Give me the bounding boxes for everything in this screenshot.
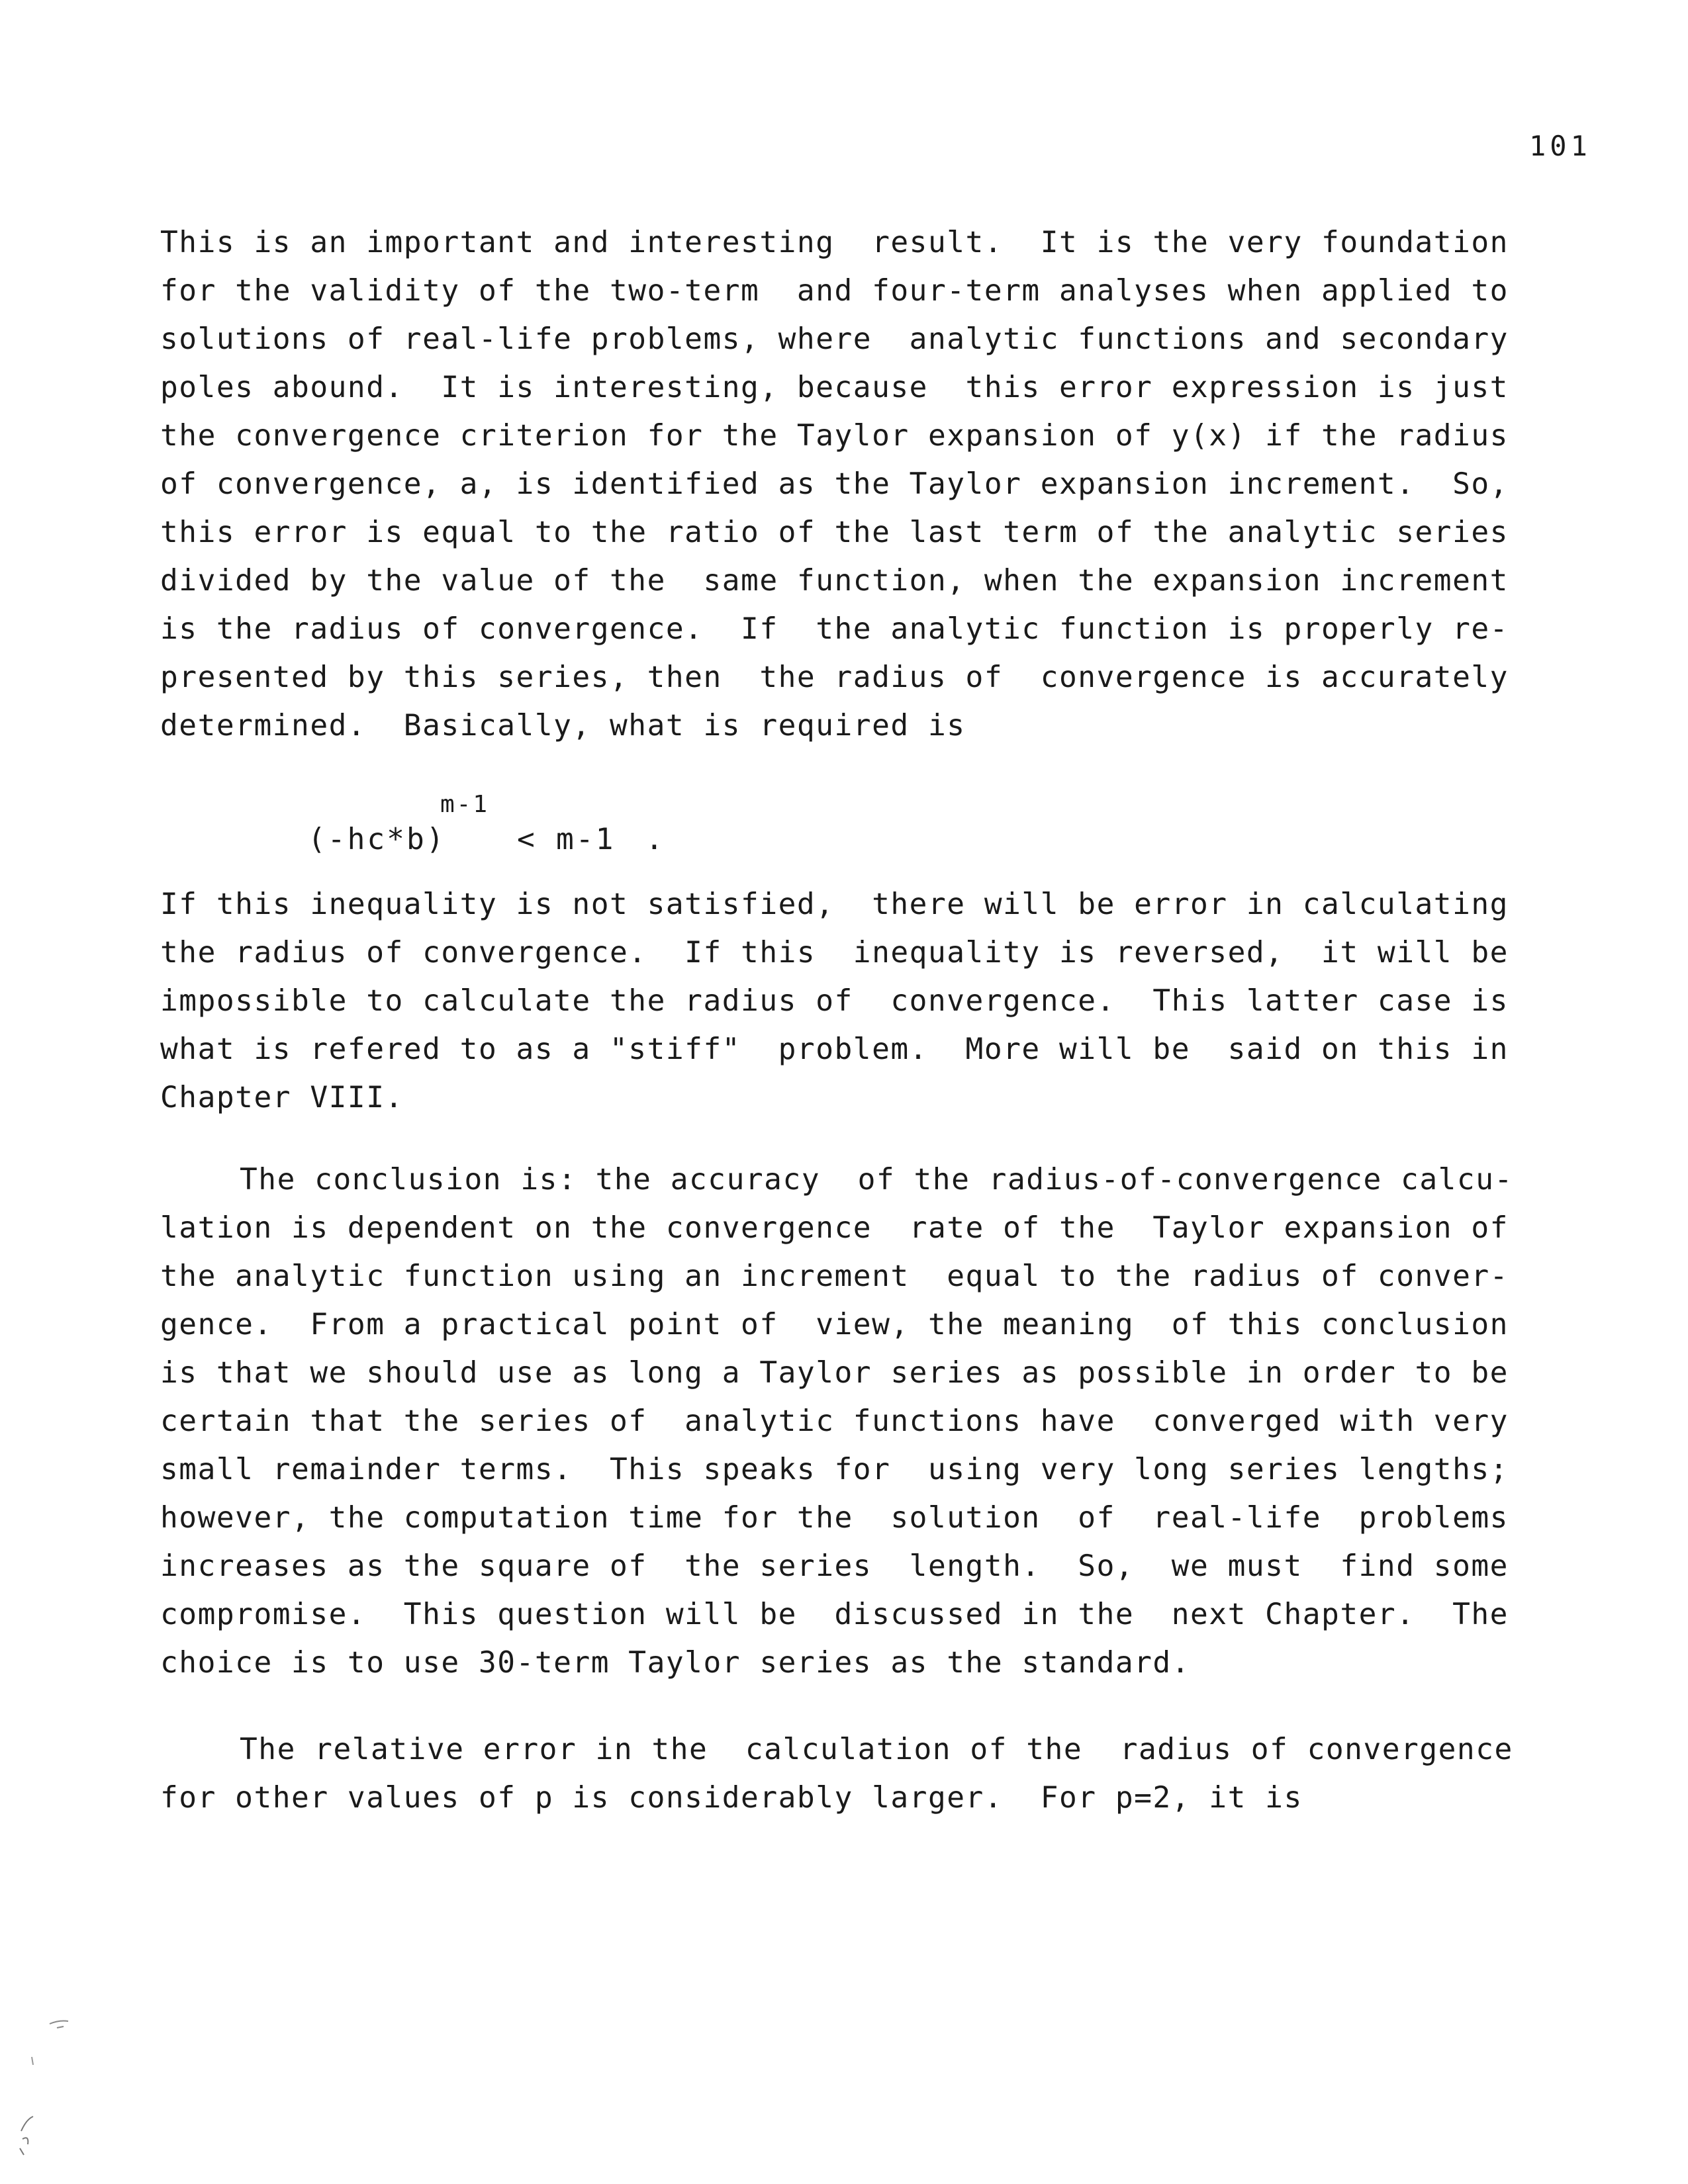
text-line: of convergence, a, is identified as the Taylor expansion increment. So, — [160, 467, 1509, 501]
text-line: small remainder terms. This speaks for using very long series lengths; — [160, 1453, 1509, 1486]
text-line: divided by the value of the same function, when the expansion increment — [160, 564, 1509, 598]
text-line: compromise. This question will be discussed in the next Chapter. The — [160, 1598, 1509, 1631]
text-line: the convergence criterion for the Taylor expansion of y(x) if the radius — [160, 419, 1509, 453]
paragraph-2 — [160, 880, 1597, 1122]
paragraph-4 — [160, 1725, 1597, 1822]
text-line: is the radius of convergence. If the analytic function is properly re- — [160, 612, 1509, 646]
text-line: choice is to use 30-term Taylor series as the standard. — [160, 1646, 1191, 1680]
text-line: Chapter VIII. — [160, 1081, 404, 1115]
text-line: however, the computation time for the solution of real-life problems — [160, 1501, 1509, 1535]
paragraph-1 — [160, 218, 1597, 750]
text-line: determined. Basically, what is required is — [160, 709, 966, 743]
text-line: for the validity of the two-term and four-term analyses when applied to — [160, 274, 1509, 308]
text-line: certain that the series of analytic functions have converged with very — [160, 1404, 1509, 1438]
text-line: solutions of real-life problems, where analytic functions and secondary — [160, 322, 1509, 356]
text-line: the analytic function using an increment equal to the radius of conver- — [160, 1259, 1509, 1293]
text-line: The conclusion is: the accuracy of the radius-of-convergence calcu- — [240, 1163, 1513, 1197]
page-number: 101 — [1529, 130, 1591, 162]
inequality-equation — [308, 784, 705, 864]
text-line: This is an important and interesting result. It is the very foundation — [160, 226, 1509, 259]
equation-terminator: . — [645, 823, 663, 856]
text-line: The relative error in the calculation of the radius of convergence — [240, 1733, 1513, 1766]
text-line: increases as the square of the series length. So, we must find some — [160, 1549, 1509, 1583]
text-line: is that we should use as long a Taylor series as possible in order to be — [160, 1356, 1509, 1390]
equation-lhs: (-hc*b) — [308, 823, 446, 856]
text-line: for other values of p is considerably larger. For p=2, it is — [160, 1781, 1303, 1815]
text-line: this error is equal to the ratio of the last term of the analytic series — [160, 516, 1509, 549]
text-line: lation is dependent on the convergence rate of the Taylor expansion of — [160, 1211, 1509, 1245]
text-line: If this inequality is not satisfied, there will be error in calculating — [160, 887, 1509, 921]
paragraph-3 — [160, 1156, 1597, 1687]
text-line: the radius of convergence. If this inequality is reversed, it will be — [160, 936, 1509, 970]
text-line: presented by this series, then the radius of convergence is accurately — [160, 660, 1509, 694]
text-line: what is refered to as a "stiff" problem. More will be said on this in — [160, 1032, 1509, 1066]
text-line: gence. From a practical point of view, the meaning of this conclusion — [160, 1308, 1509, 1342]
equation-rhs: m-1 — [556, 823, 616, 856]
equation-relation: < — [517, 823, 537, 856]
equation-exponent: m-1 — [440, 791, 490, 818]
text-line: poles abound. It is interesting, because this error expression is just — [160, 371, 1509, 404]
scan-margin-marks — [13, 2019, 86, 2177]
text-line: impossible to calculate the radius of convergence. This latter case is — [160, 984, 1509, 1018]
